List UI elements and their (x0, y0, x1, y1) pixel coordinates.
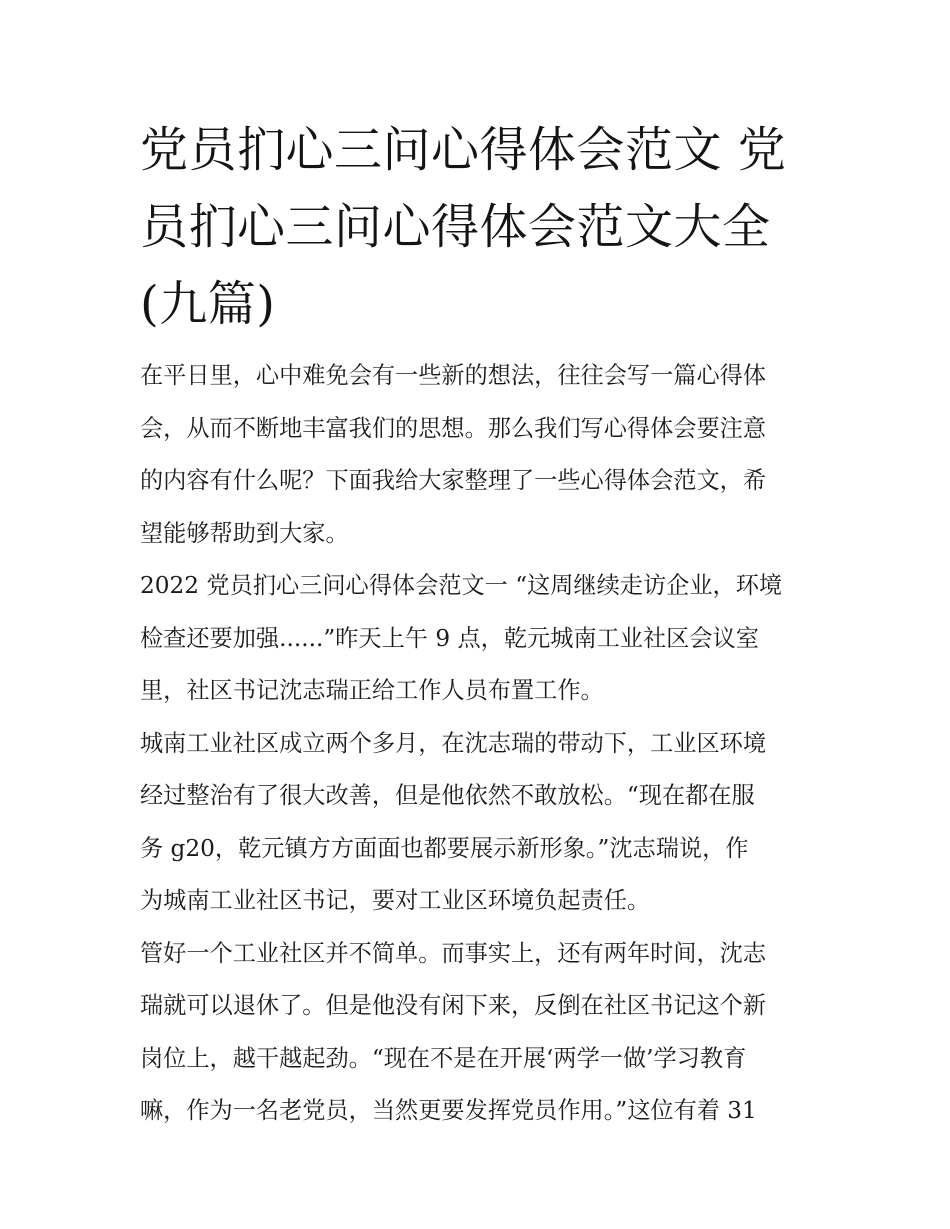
text-line: 里，社区书记沈志瑞正给工作人员布置工作。 (140, 677, 604, 704)
text-line: 为城南工业社区书记，要对工业区环境负起责任。 (140, 887, 651, 914)
paragraph-community-improvement (140, 718, 820, 928)
text-line: 管好一个工业社区并不简单。而事实上，还有两年时间，沈志 (140, 939, 767, 967)
text-line: 的内容有什么呢？下面我给大家整理了一些心得体会范文，希 (140, 467, 767, 494)
text-line: 瑞就可以退休了。但是他没有闲下来，反倒在社区书记这个新 (140, 992, 767, 1019)
title-line: (九篇) (140, 276, 276, 332)
text-line: 岗位上，越干越起劲。“现在不是在开展‘两学一做’学习教育 (140, 1044, 747, 1072)
paragraph-intro (140, 350, 820, 560)
text-line: 在平日里，心中难免会有一些新的想法，往往会写一篇心得体 (140, 362, 767, 389)
text-line: 城南工业社区成立两个多月，在沈志瑞的带动下，工业区环境 (140, 729, 767, 757)
text-line: 2022 党员扪心三问心得体会范文一 “这周继续走访企业，环境 (140, 572, 783, 599)
paragraph-essay-one-opening (140, 560, 820, 718)
text-line: 嘛，作为一名老党员，当然更要发挥党员作用。”这位有着 31 (140, 1097, 757, 1124)
document-title (140, 112, 830, 343)
text-line: 检查还要加强......”昨天上午 9 点，乾元城南工业社区会议室 (140, 624, 759, 652)
title-line: 员扪心三问心得体会范文大全 (140, 199, 771, 255)
text-line: 会，从而不断地丰富我们的思想。那么我们写心得体会要注意 (140, 414, 767, 442)
text-line: 经过整治有了很大改善，但是他依然不敢放松。“现在都在服 (140, 782, 755, 809)
document-body (140, 350, 820, 1138)
text-line: 务 g20，乾元镇方方面面也都要展示新形象。”沈志瑞说，作 (140, 834, 749, 862)
text-line: 望能够帮助到大家。 (140, 519, 349, 547)
title-line: 党员扪心三问心得体会范文 党 (140, 122, 787, 178)
paragraph-party-member-role (140, 928, 820, 1138)
